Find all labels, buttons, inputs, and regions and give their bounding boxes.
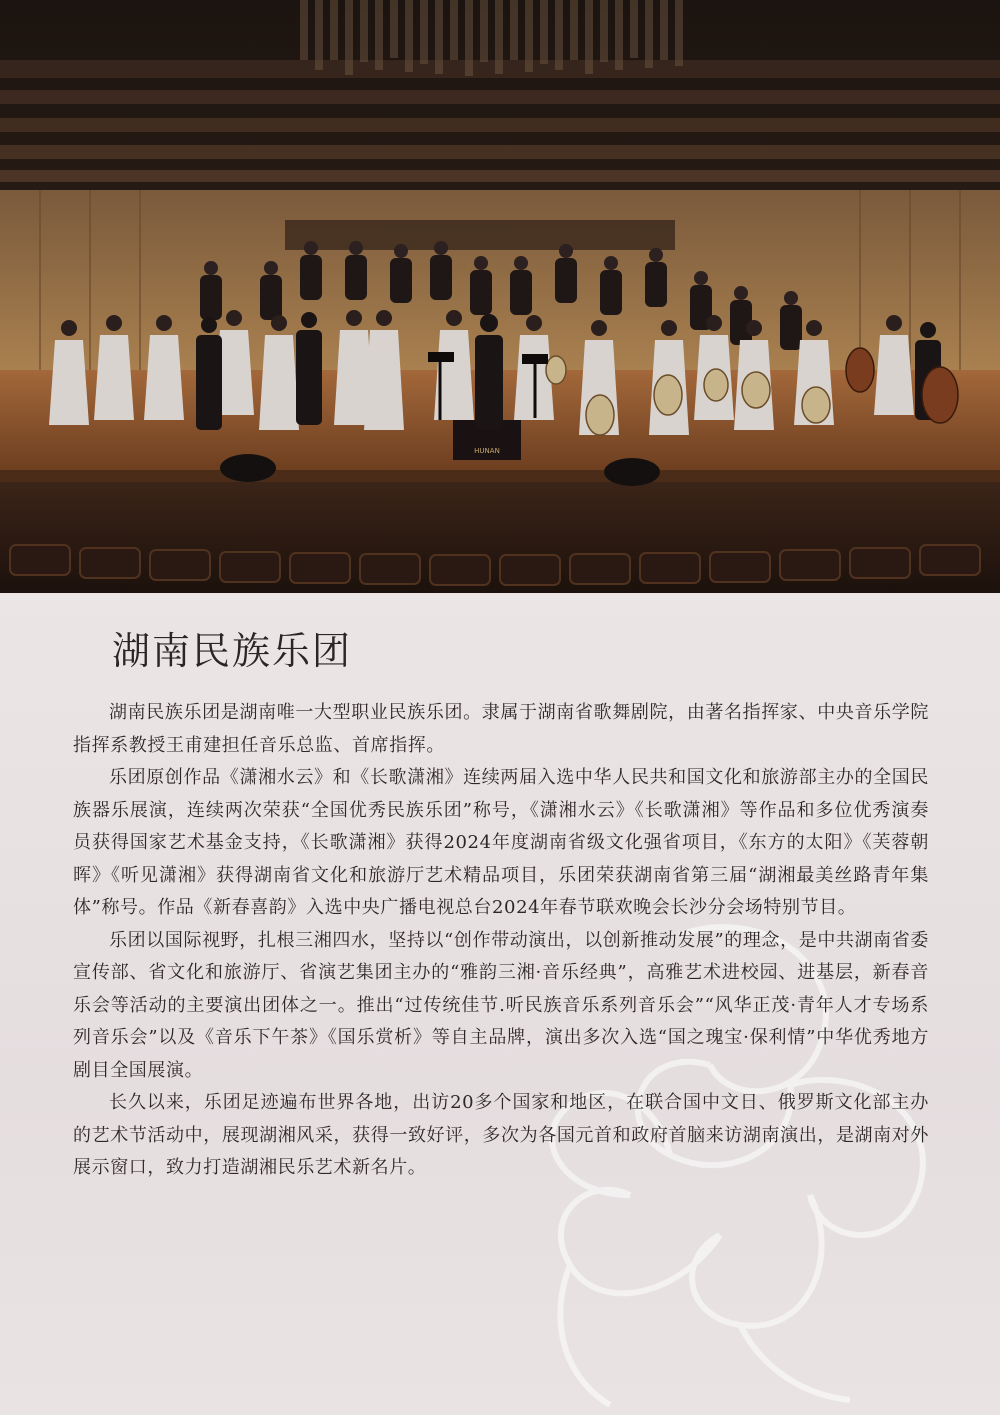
body-text xyxy=(73,697,929,1185)
paragraph-intro: 湖南民族乐团是湖南唯一大型职业民族乐团。隶属于湖南省歌舞剧院，由著名指挥家、中央音乐学院指挥系教授王甫建担任音乐总监、首席指挥。 xyxy=(73,702,929,756)
paragraph-achievements: 乐团原创作品《潇湘水云》和《长歌潇湘》连续两届入选中华人民共和国文化和旅游部主办的全国民族器乐展演，连续两次荣获“全国优秀民族乐团”称号，《潇湘水云》《长歌潇湘》等作品和多位优秀演奏员获得国家艺术基金支持，《长歌潇湘》获得2024年度湖南省级文化强省项目，《东方的太阳》《芙蓉朝晖》《听见潇湘》获得湖南省文化和旅游厅艺术精品项目，乐团荣获湖南省第三届“湖湘最美丝路青年集体”称号。作品《新春喜韵》入选中央广播电视总台2024年春节联欢晚会长沙分会场特别节目。 xyxy=(73,767,929,918)
orchestra-stage-photo-icon xyxy=(0,0,1000,593)
orchestra-stage-photo xyxy=(0,0,1000,593)
paragraph-activities: 乐团以国际视野，扎根三湘四水，坚持以“创作带动演出，以创新推动发展”的理念，是中共湖南省委宣传部、省文化和旅游厅、省演艺集团主办的“雅韵三湘·音乐经典”，高雅艺术进校园、进基层，新春音乐会等活动的主要演出团体之一。推出“过传统佳节.听民族音乐系列音乐会”“风华正茂·青年人才专场系列音乐会”以及《音乐下午茶》《国乐赏析》等自主品牌，演出多次入选“国之瑰宝·保利情”中华优秀地方剧目全国展演。 xyxy=(73,929,929,1081)
page-title: 湖南民族乐团 xyxy=(112,629,353,673)
podium-label: HUNAN xyxy=(474,447,500,455)
paragraph-international: 长久以来，乐团足迹遍布世界各地，出访20多个国家和地区，在联合国中文日、俄罗斯文化部主办的艺术节活动中，展现湖湘风采，获得一致好评，多次为各国元首和政府首脑来访湖南演出，是湖南对外展示窗口，致力打造湖湘民乐艺术新名片。 xyxy=(73,1092,929,1178)
